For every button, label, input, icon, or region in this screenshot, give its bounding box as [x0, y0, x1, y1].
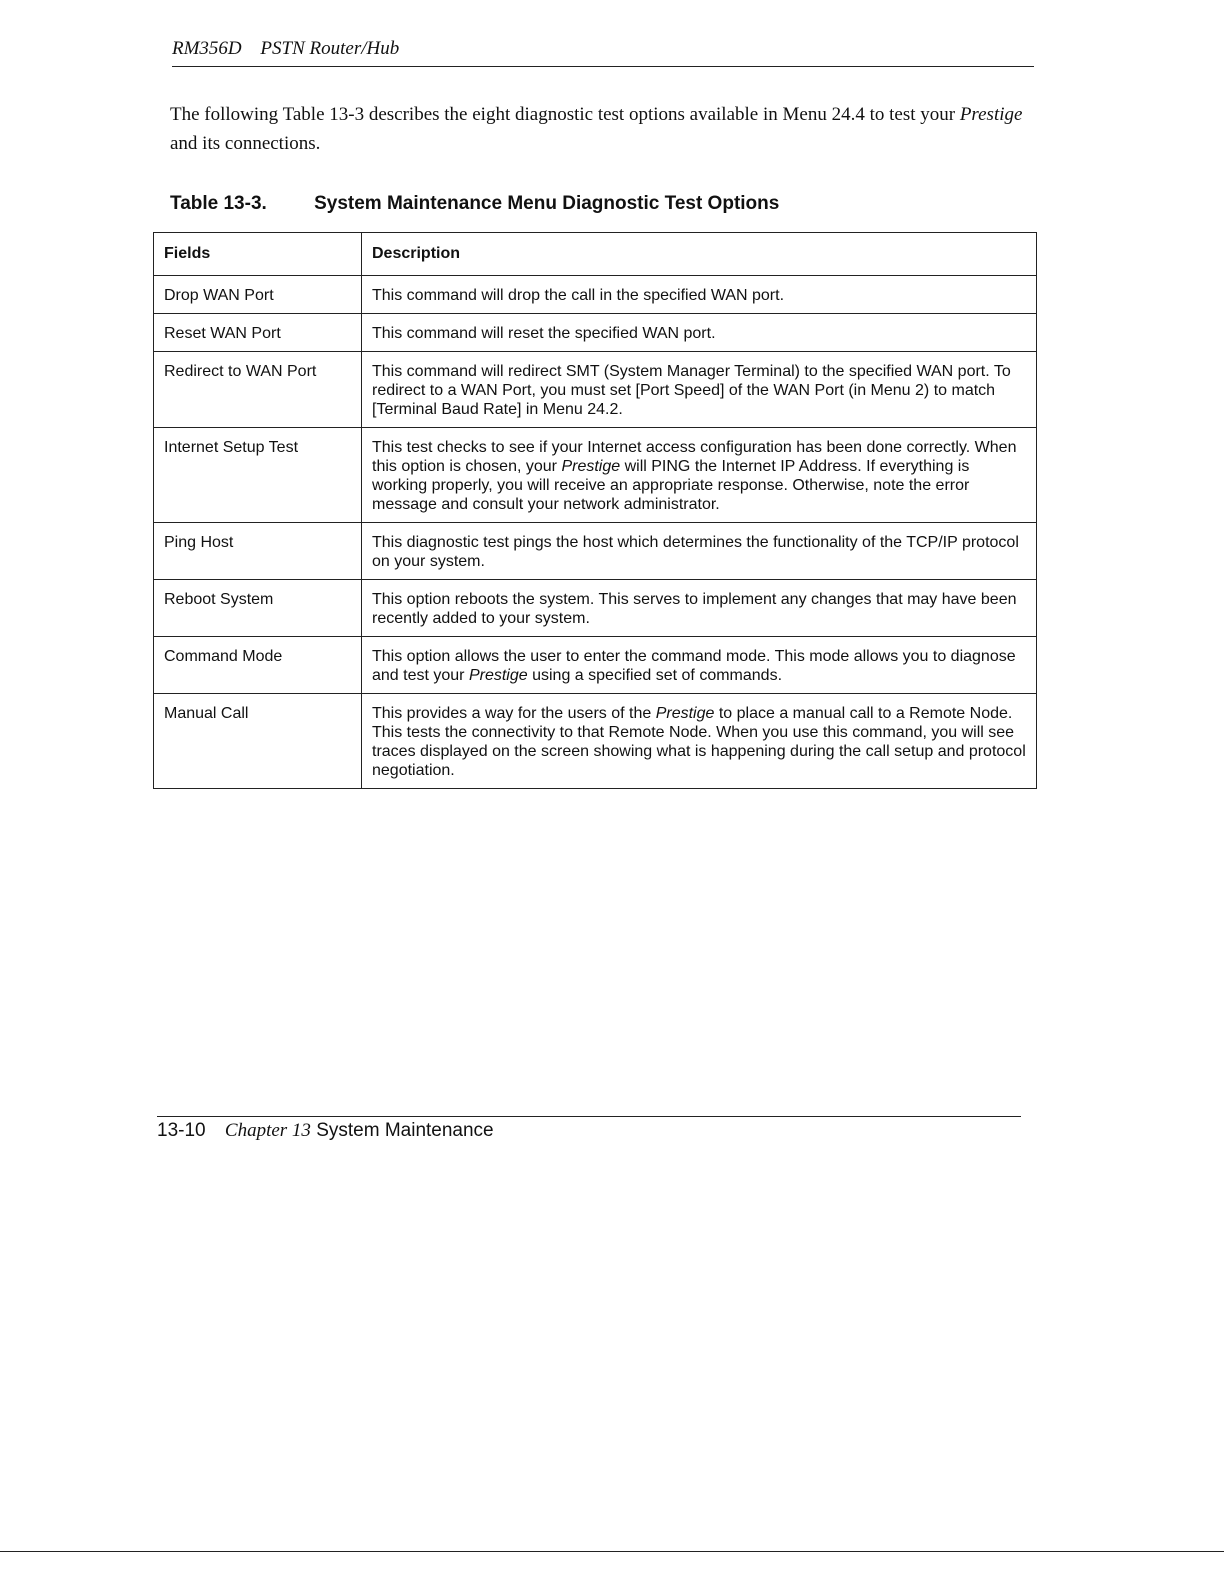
table-number: Table 13-3. [170, 193, 267, 214]
footer-chapter: Chapter 13 [224, 1120, 311, 1141]
description-cell [362, 523, 1037, 580]
product-name-emphasis: Prestige [655, 705, 715, 722]
bottom-rule [0, 1551, 1224, 1552]
description-text: using a specified set of commands. [527, 667, 783, 684]
table-row [154, 580, 1037, 637]
description-text: to place a manual call to a Remote Node. This tests the connectivity to that Remote Node. When you use this command, you will see traces displayed on the screen showing what is happening during the call setup and protocol negotiation. [372, 705, 1026, 779]
intro-text-end: and its connections. [170, 133, 321, 154]
table-row [154, 523, 1037, 580]
field-name-cell: Drop WAN Port [154, 276, 362, 314]
description-text: This test checks to see if your Internet access configuration has been done correctly. When this option is chosen, your [372, 439, 1017, 475]
description-cell [362, 352, 1037, 428]
header-product: PSTN Router/Hub [260, 38, 400, 59]
description-text: This command will redirect SMT (System Manager Terminal) to the specified WAN port. To redirect to a WAN Port, you must set [Port Speed] of the WAN Port (in Menu 2) to match [Terminal Baud Rate] in Menu 24.2. [372, 363, 1011, 418]
table-row [154, 428, 1037, 523]
description-cell [362, 428, 1037, 523]
field-name-cell: Reboot System [154, 580, 362, 637]
intro-text-start: The following Table 13-3 describes the eight diagnostic test options available in Menu 24.4 to test your [170, 104, 960, 125]
header-description: Description [362, 233, 1037, 276]
table-row [154, 276, 1037, 314]
description-text: This command will reset the specified WAN port. [372, 325, 716, 342]
field-name-cell: Command Mode [154, 637, 362, 694]
table-title: System Maintenance Menu Diagnostic Test Options [314, 193, 780, 214]
description-cell [362, 637, 1037, 694]
field-name-cell: Internet Setup Test [154, 428, 362, 523]
header-fields: Fields [154, 233, 362, 276]
running-header [172, 38, 1034, 67]
description-cell [362, 276, 1037, 314]
header-model: RM356D [172, 38, 242, 59]
product-name-emphasis: Prestige [561, 458, 621, 475]
table-row [154, 637, 1037, 694]
footer-section: System Maintenance [316, 1120, 494, 1141]
description-text: This provides a way for the users of the [372, 705, 656, 722]
diagnostic-options-table [153, 232, 1037, 789]
field-name-cell: Redirect to WAN Port [154, 352, 362, 428]
field-name-cell: Ping Host [154, 523, 362, 580]
field-name-cell: Manual Call [154, 694, 362, 789]
table-row [154, 352, 1037, 428]
field-name-cell: Reset WAN Port [154, 314, 362, 352]
description-cell [362, 580, 1037, 637]
description-text: This diagnostic test pings the host which determines the functionality of the TCP/IP protocol on your system. [372, 534, 1019, 570]
page-number: 13-10 [157, 1120, 206, 1141]
intro-product-name: Prestige [959, 104, 1023, 125]
description-cell [362, 314, 1037, 352]
table-row [154, 694, 1037, 789]
product-name-emphasis: Prestige [468, 667, 528, 684]
page-footer [157, 1116, 1021, 1142]
description-text: This option reboots the system. This serves to implement any changes that may have been recently added to your system. [372, 591, 1017, 627]
table-caption [170, 193, 1040, 215]
intro-paragraph [170, 100, 1040, 158]
description-text: This command will drop the call in the specified WAN port. [372, 287, 785, 304]
table-row [154, 314, 1037, 352]
description-text: This option allows the user to enter the command mode. This mode allows you to diagnose and test your [372, 648, 1016, 684]
table-header-row [154, 233, 1037, 276]
description-cell [362, 694, 1037, 789]
description-text: will PING the Internet IP Address. If everything is working properly, you will receive an appropriate response. Otherwise, note the error message and consult your network administrator. [372, 458, 970, 513]
